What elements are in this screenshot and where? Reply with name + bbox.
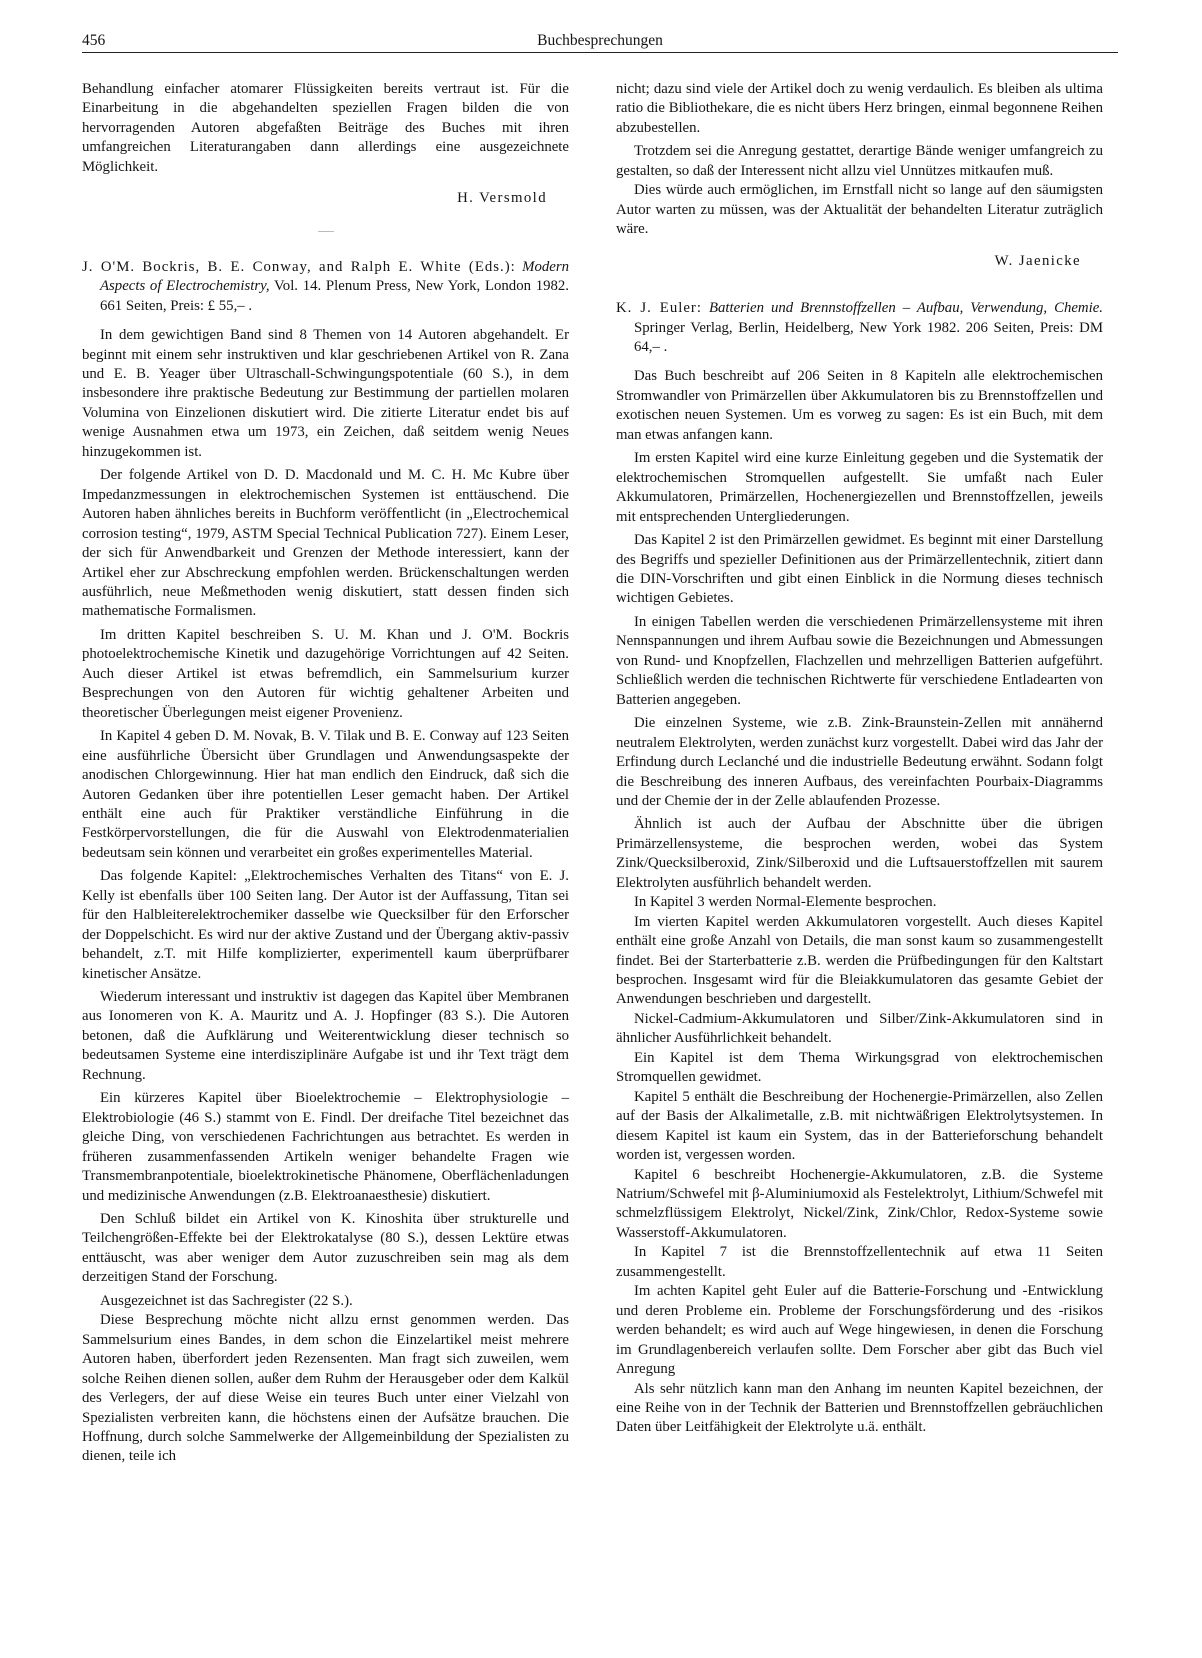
review-paragraph: In Kapitel 3 werden Normal-Elemente besprochen.: [634, 894, 937, 911]
review-paragraph: In Kapitel 4 geben D. M. Novak, B. V. Tilak und B. E. Conway auf 123 Seiten eine ausführliche Übersicht über Grundlagen und Anwendungsaspekte der anodischen Chlorgewinnung. Hier hat man endlich den Eindruck, daß sich die Autoren Gedanken über ihre potentiellen Leser gemacht haben. Der Artikel enthält eine auch für Praktiker verständliche Einführung in die Festkörpervorstellungen, die für die Auswahl von Elektrodenmaterialien bedeutsam sein können und verarbeitet ein großes experimentelles Material.: [82, 728, 569, 861]
review-paragraph: Kapitel 6 beschreibt Hochenergie-Akkumulatoren, z.B. die Systeme Natrium/Schwefel mit β-Aluminiumoxid als Festelektrolyt, Lithium/Schwefel mit schmelzflüssigem Elektrolyt, Nickel/Zink, Zink/Chlor, Redox-Systeme sowie Wasserstoff-Akkumulatoren.: [616, 1166, 1103, 1241]
review-paragraph: Als sehr nützlich kann man den Anhang im neunten Kapitel bezeichnen, der eine Reihe von in der Technik der Batterien und Brennstoffzellen gebräuchlichen Daten über Leitfähigkeit der Elektrolyte u.ä. enthält.: [616, 1380, 1103, 1436]
review-paragraph: Das Kapitel 2 ist den Primärzellen gewidmet. Es beginnt mit einer Darstellung des Begriffs und spezieller Definitionen aus der Primärzellentechnik, zitiert dann die DIN-Vorschriften und gibt einen Einblick in die Normung dieses technisch wichtigen Gebietes.: [616, 532, 1103, 607]
continuation-paragraph: nicht; dazu sind viele der Artikel doch zu wenig verdaulich. Es bleiben als ultima ratio die Bibliothekare, die es nicht übers Herz bringen, einmal begonnene Reihen abzubestellen.: [616, 81, 1103, 136]
review-paragraph: In einigen Tabellen werden die verschiedenen Primärzellensysteme mit ihren Nennspannungen und ihrem Aufbau sowie die Bezeichnungen und Abmessungen von Rund- und Knopfzellen, Flachzellen und mehrzelligen Batterien aufgeführt. Schließlich werden die technischen Richtwerte für verschiedene Entladearten von Batterien angegeben.: [616, 613, 1103, 708]
section-title: Buchbesprechungen: [537, 32, 663, 49]
review-paragraph: Diese Besprechung möchte nicht allzu ernst genommen werden. Das Sammelsurium eines Bandes, in dem schon die Einzelartikel meist mehrere Autoren haben, überfordert jeden Rezensenten. Man fragt sich zuweilen, wem solche Reihen dienen sollen, außer dem Ruhm der Herausgeber oder dem Kalkül des Verlegers, der auf diese Weise ein teures Buch unter einer Vielzahl von Spezialisten verbreiten kann, die höchstens einen der Aufsätze brauchen. Die Hoffnung, durch solche Sammelwerke der Allgemeinbildung der Spezialisten zu dienen, teile ich: [82, 1312, 569, 1465]
continuation-paragraph: Trotzdem sei die Anregung gestattet, derartige Bände weniger umfangreich zu gestalten, so daß der Interessent nicht allzu viel Unnützes mitkaufen muß.: [616, 143, 1103, 179]
review-paragraph: Wiederum interessant und instruktiv ist dagegen das Kapitel über Membranen aus Ionomeren von K. A. Mauritz und A. J. Hopfinger (83 S.). Die Autoren betonen, daß die Aufklärung und Weiterentwicklung dieser technisch so bedeutsamen Systeme eine interdisziplinäre Aufgabe ist und ihr Text trägt dem Rechnung.: [82, 989, 569, 1083]
reviewer-signature-versmold: H. Versmold: [457, 190, 547, 207]
review-paragraph: Das folgende Kapitel: „Elektrochemisches Verhalten des Titans“ von E. J. Kelly ist ebenfalls über 100 Seiten lang. Der Autor ist der Auffassung, Titan sei für den Halbleiterelektrochemiker dasselbe wie Quecksilber für den Erforscher der Doppelschicht. Es wird nur der aktive Zustand und der Übergang aktiv-passiv behandelt, z.T. mit Hilfe komplizierter, experimentell kaum überprüfbarer kinetischer Ansätze.: [82, 868, 569, 982]
review-paragraph: In dem gewichtigen Band sind 8 Themen von 14 Autoren abgehandelt. Er beginnt mit einem sehr instruktiven und klar geschriebenen Artikel von R. Zana und E. B. Yeager über Ultraschall-Schwingungspotentiale (60 S.), in dem insbesondere ihre praktische Bedeutung zur Bestimmung der partiellen molaren Volumina von Einzelionen diskutiert wird. Die zitierte Literatur endet bis auf wenige Ausnahmen etwa um 1973, ein Zeichen, daß seitdem wenig Neues hinzugekommen ist.: [82, 327, 569, 460]
reference-title: Batterien und Brennstoffzellen – Aufbau, Verwendung, Chemie.: [708, 300, 1103, 317]
review-paragraph: Kapitel 5 enthält die Beschreibung der Hochenergie-Primärzellen, also Zellen auf der Basis der Alkalimetalle, z.B. mit nichtwäßrigen Elektrolytsystemen. In diesem Kapitel ist kaum ein System, das in der Batterieforschung behandelt worden ist, vergessen worden.: [616, 1088, 1103, 1164]
right-column: [616, 80, 1103, 1438]
reference-details: Vol. 14. Plenum Press, New York, London 1982. 661 Seiten, Preis: £ 55,– .: [100, 278, 569, 314]
book-reference-bockris: [82, 258, 569, 316]
page-number: 456: [82, 32, 106, 49]
reference-details: Springer Verlag, Berlin, Heidelberg, New York 1982. 206 Seiten, Preis: DM 64,– .: [634, 319, 1103, 355]
left-column: [82, 80, 569, 1467]
review-paragraph: Nickel-Cadmium-Akkumulatoren und Silber/Zink-Akkumulatoren sind in ähnlicher Ausführlichkeit behandelt.: [616, 1010, 1103, 1047]
review-paragraph: Ähnlich ist auch der Aufbau der Abschnitte über die übrigen Primärzellensysteme, die besprochen werden, wobei das System Zink/Quecksilberoxid, Zink/Silberoxid und die Luftsauerstoffzellen mit saurem Elektrolyten ausführlich behandelt werden.: [616, 816, 1103, 891]
review-paragraph: Im dritten Kapitel beschreiben S. U. M. Khan und J. O'M. Bockris photoelektrochemische Kinetik und dazugehörige Vorrichtungen auf 42 Seiten. Auch dieser Artikel ist etwas befremdlich, ein Sammelsurium kurzer Besprechungen von den Autoren für wichtig gehaltener Arbeiten und theoretischer Überlegungen meist eigener Provenienz.: [82, 626, 569, 721]
intro-paragraph: Behandlung einfacher atomarer Flüssigkeiten bereits vertraut ist. Für die Einarbeitung in die abgehandelten speziellen Fragen bilden die von hervorragenden Autoren abgefaßten Beiträge des Buches mit ihren umfangreichen Literaturangaben dann allerdings eine ausgezeichnete Möglichkeit.: [82, 81, 569, 175]
review-paragraph: Den Schluß bildet ein Artikel von K. Kinoshita über strukturelle und Teilchengrößen-Effekte bei der Elektrokatalyse (80 S.), dessen Lektüre etwas enttäuscht, was aber weniger dem Autor zuzuschreiben sein mag als dem derzeitigen Stand der Forschung.: [82, 1211, 569, 1286]
review-paragraph: Das Buch beschreibt auf 206 Seiten in 8 Kapiteln alle elektrochemischen Stromwandler von Primärzellen über Akkumulatoren bis zu Brennstoffzellen und exotischen neuen Systemen. Um es vorweg zu sagen: Es ist ein Buch, mit dem man etwas anfangen kann.: [616, 368, 1103, 443]
page-header: [82, 30, 1118, 53]
review-paragraph: Im vierten Kapitel werden Akkumulatoren vorgestellt. Auch dieses Kapitel enthält eine große Anzahl von Details, die man sonst kaum so zusammengestellt findet. Bei der Starterbatterie z.B. werden die Prüfbedingungen für den Kaltstart besprochen. Insgesamt wird für die Bleiakkumulatoren das gesamte Gebiet der Anwendungen beschrieben und dargestellt.: [616, 913, 1103, 1008]
review-paragraph: Ein Kapitel ist dem Thema Wirkungsgrad von elektrochemischen Stromquellen gewidmet.: [616, 1049, 1103, 1086]
reviewer-signature-jaenicke: W. Jaenicke: [994, 252, 1081, 269]
continuation-paragraph: Dies würde auch ermöglichen, im Ernstfall nicht so lange auf den säumigsten Autor warten zu müssen, was der Aktualität der behandelten Literatur zuträglich wäre.: [616, 182, 1103, 238]
review-gap: [616, 271, 1103, 299]
reference-authors: J. O'M. Bockris, B. E. Conway, and Ralph E. White (Eds.):: [82, 258, 516, 275]
review-paragraph: Im achten Kapitel geht Euler auf die Batterie-Forschung und -Entwicklung und deren Probleme ein. Probleme der Forschungsförderung und des -risikos werden behandelt; es wird auch auf Wege hingewiesen, in denen die Forschung im Grundlagenbereich verlaufen sollte. Dem Forscher aber gibt das Buch viel Anregung: [616, 1283, 1103, 1378]
review-paragraph: Im ersten Kapitel wird eine kurze Einleitung gegeben und die Systematik der elektrochemischen Stromquellen aufgestellt. Sie umfaßt nach Euler Akkumulatoren, Primärzellen, Hochenergiezellen und Brennstoffzellen, jeweils mit entsprechenden Untergliederungen.: [616, 450, 1103, 525]
review-divider: [318, 231, 334, 232]
review-paragraph: Der folgende Artikel von D. D. Macdonald und M. C. H. Mc Kubre über Impedanzmessungen in elektrochemischen Systemen ist enttäuschend. Die Autoren haben ähnliches bereits in Buchform veröffentlicht (in „Electrochemical corrosion testing“, 1979, ASTM Special Technical Publication 727). Einem Leser, der sich für Anwendbarkeit und Grenzen der Methode interessiert, kann der Artikel eher zur Abschreckung empfohlen werden. Brückenschaltungen werden ausführlich, neue Meßmethoden wenig diskutiert, statt dessen finden sich mathematische Formalismen.: [82, 467, 569, 620]
review-paragraph: Die einzelnen Systeme, wie z.B. Zink-Braunstein-Zellen mit annähernd neutralem Elektrolyten, werden zunächst kurz vorgestellt. Dabei wird das Jahr der Erfindung durch Leclanché und die industrielle Bedeutung erwähnt. Sodann folgt die Beschreibung des inneren Aufbaus, des vereinfachten Pourbaix-Diagramms und der Chemie der in der Zelle ablaufenden Prozesse.: [616, 715, 1103, 809]
review-paragraph: Ausgezeichnet ist das Sachregister (22 S.).: [100, 1292, 353, 1309]
book-reference-euler: [616, 299, 1103, 357]
review-paragraph: In Kapitel 7 ist die Brennstoffzellentechnik auf etwa 11 Seiten zusammengestellt.: [616, 1244, 1103, 1280]
reference-title: Modern Aspects of Electrochemistry,: [100, 258, 569, 295]
review-paragraph: Ein kürzeres Kapitel über Bioelektrochemie – Elektrophysiologie – Elektrobiologie (46 S.) stammt von E. Findl. Der dreifache Titel bezeichnet das gleiche Ding, von verschiedenen Fachrichtungen aus betrachtet. Es werden in früheren zusammenfassenden Artikeln weniger behandelte Fragen wie Transmembranpotentiale, bioelektrokinetische Phänomene, Oberflächenladungen und medizinische Anwendungen (z.B. Elektroanaesthesie) diskutiert.: [82, 1090, 569, 1204]
reference-authors: K. J. Euler:: [616, 300, 702, 317]
